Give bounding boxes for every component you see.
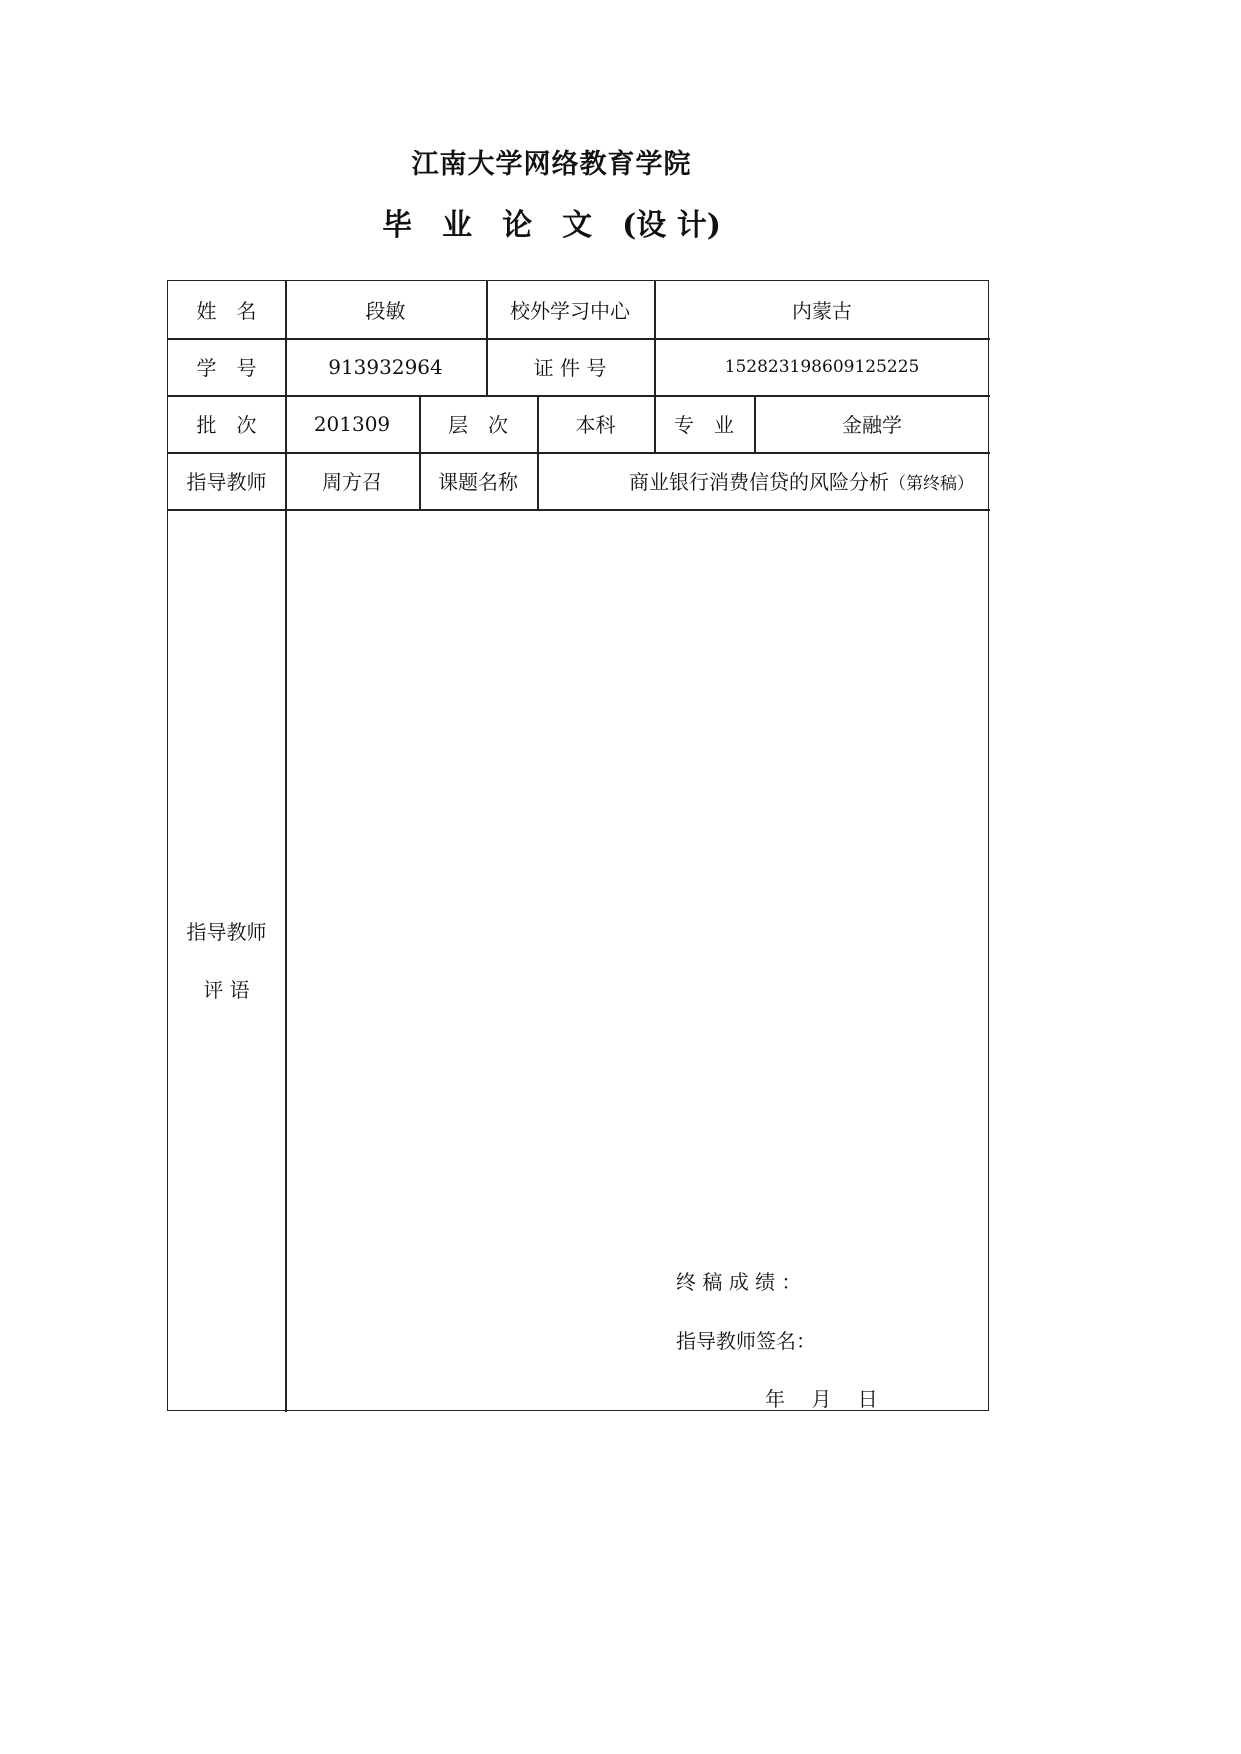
student-id-label: 学 号 — [196, 356, 257, 380]
student-id-value: 913932964 — [328, 354, 443, 379]
advisor-comments-area — [287, 511, 988, 1410]
topic-cell — [537, 452, 990, 509]
comments-label-line2: 评 语 — [203, 977, 250, 1002]
batch-value: 201309 — [313, 411, 391, 436]
name-label: 姓 名 — [196, 299, 257, 323]
id-card-label: 证 件 号 — [533, 356, 607, 380]
signature-date: 年 月 日 — [765, 1387, 878, 1411]
advisor-value: 周方召 — [322, 470, 382, 494]
batch-label: 批 次 — [196, 413, 257, 437]
advisor-label: 指导教师 — [186, 470, 267, 494]
topic-value: 商业银行消费信贷的风险分析 — [629, 470, 889, 494]
study-center-label: 校外学习中心 — [510, 299, 630, 323]
thesis-evaluation-form — [167, 280, 989, 1411]
form-title: 毕 业 论 文 (设 计) — [382, 208, 721, 243]
level-value: 本科 — [575, 413, 616, 437]
final-grade-label: 终 稿 成 绩 ： — [676, 1270, 802, 1294]
id-card-value: 152823198609125225 — [724, 356, 920, 377]
topic-label: 课题名称 — [438, 470, 518, 494]
major-value: 金融学 — [842, 413, 902, 437]
topic-note: （第终稿） — [889, 474, 974, 494]
advisor-comments-label — [168, 509, 285, 1412]
advisor-signature-label: 指导教师签名： — [676, 1329, 816, 1353]
comments-label-line1: 指导教师 — [186, 919, 267, 944]
major-label: 专 业 — [674, 413, 734, 437]
study-center-value: 内蒙古 — [792, 299, 852, 323]
institution-title: 江南大学网络教育学院 — [411, 149, 692, 180]
level-label: 层 次 — [448, 413, 508, 437]
name-value: 段敏 — [365, 299, 406, 323]
topic-text — [629, 466, 974, 495]
